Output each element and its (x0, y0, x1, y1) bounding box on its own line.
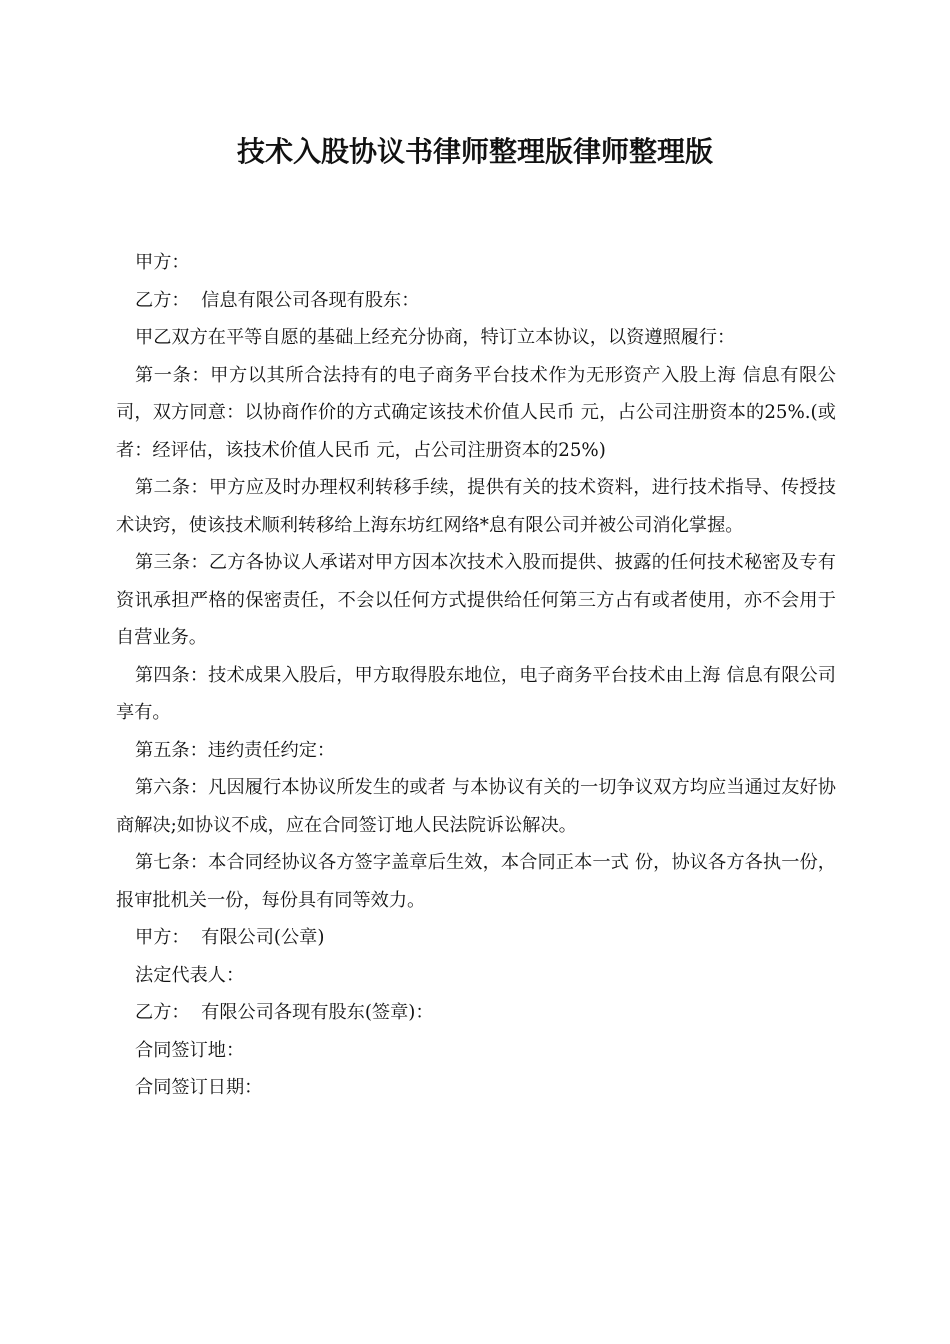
legal-representative: 法定代表人： (135, 964, 245, 986)
signing-date: 合同签订日期： (135, 1077, 263, 1098)
signature-party-a: 甲方： 有限公司(公章) (135, 927, 325, 948)
signing-place: 合同签订地： (135, 1039, 245, 1061)
article-2: 第二条：甲方应及时办理权利转移手续，提供有关的技术资料，进行技术指导、传授技术诀窍，使该技术顺利转移给上海东坊红网络*息有限公司并被公司消化掌握。 (116, 477, 836, 536)
party-b-line: 乙方： 信息有限公司各现有股东： (135, 289, 420, 311)
party-a-line: 甲方： (135, 252, 190, 273)
document-title: 技术入股协议书律师整理版律师整理版 (236, 135, 713, 168)
article-3: 第三条：乙方各协议人承诺对甲方因本次技术入股而提供、披露的任何技术秘密及专有资讯承担严格的保密责任，不会以任何方式提供给任何第三方占有或者使用，亦不会用于自营业务。 (116, 552, 836, 648)
article-6: 第六条：凡因履行本协议所发生的或者 与本协议有关的一切争议双方均应当通过友好协商解决;如协议不成，应在合同签订地人民法院诉讼解决。 (116, 777, 836, 836)
document-body (116, 244, 836, 1107)
article-4: 第四条：技术成果入股后，甲方取得股东地位，电子商务平台技术由上海 信息有限公司享有。 (116, 664, 836, 723)
article-5: 第五条：违约责任约定： (135, 739, 336, 761)
signature-party-b: 乙方： 有限公司各现有股东(签章)： (135, 1002, 434, 1023)
article-7: 第七条：本合同经协议各方签字盖章后生效，本合同正本一式 份，协议各方各执一份，报审批机关一份，每份具有同等效力。 (116, 852, 836, 911)
preamble: 甲乙双方在平等自愿的基础上经充分协商，特订立本协议，以资遵照履行： (135, 327, 736, 348)
article-1: 第一条：甲方以其所合法持有的电子商务平台技术作为无形资产入股上海 信息有限公司，双方同意：以协商作价的方式确定该技术价值人民币 元，占公司注册资本的25%.(或者：经评估，该技术价值人民币 元，占公司注册资本的25%) (116, 364, 836, 461)
